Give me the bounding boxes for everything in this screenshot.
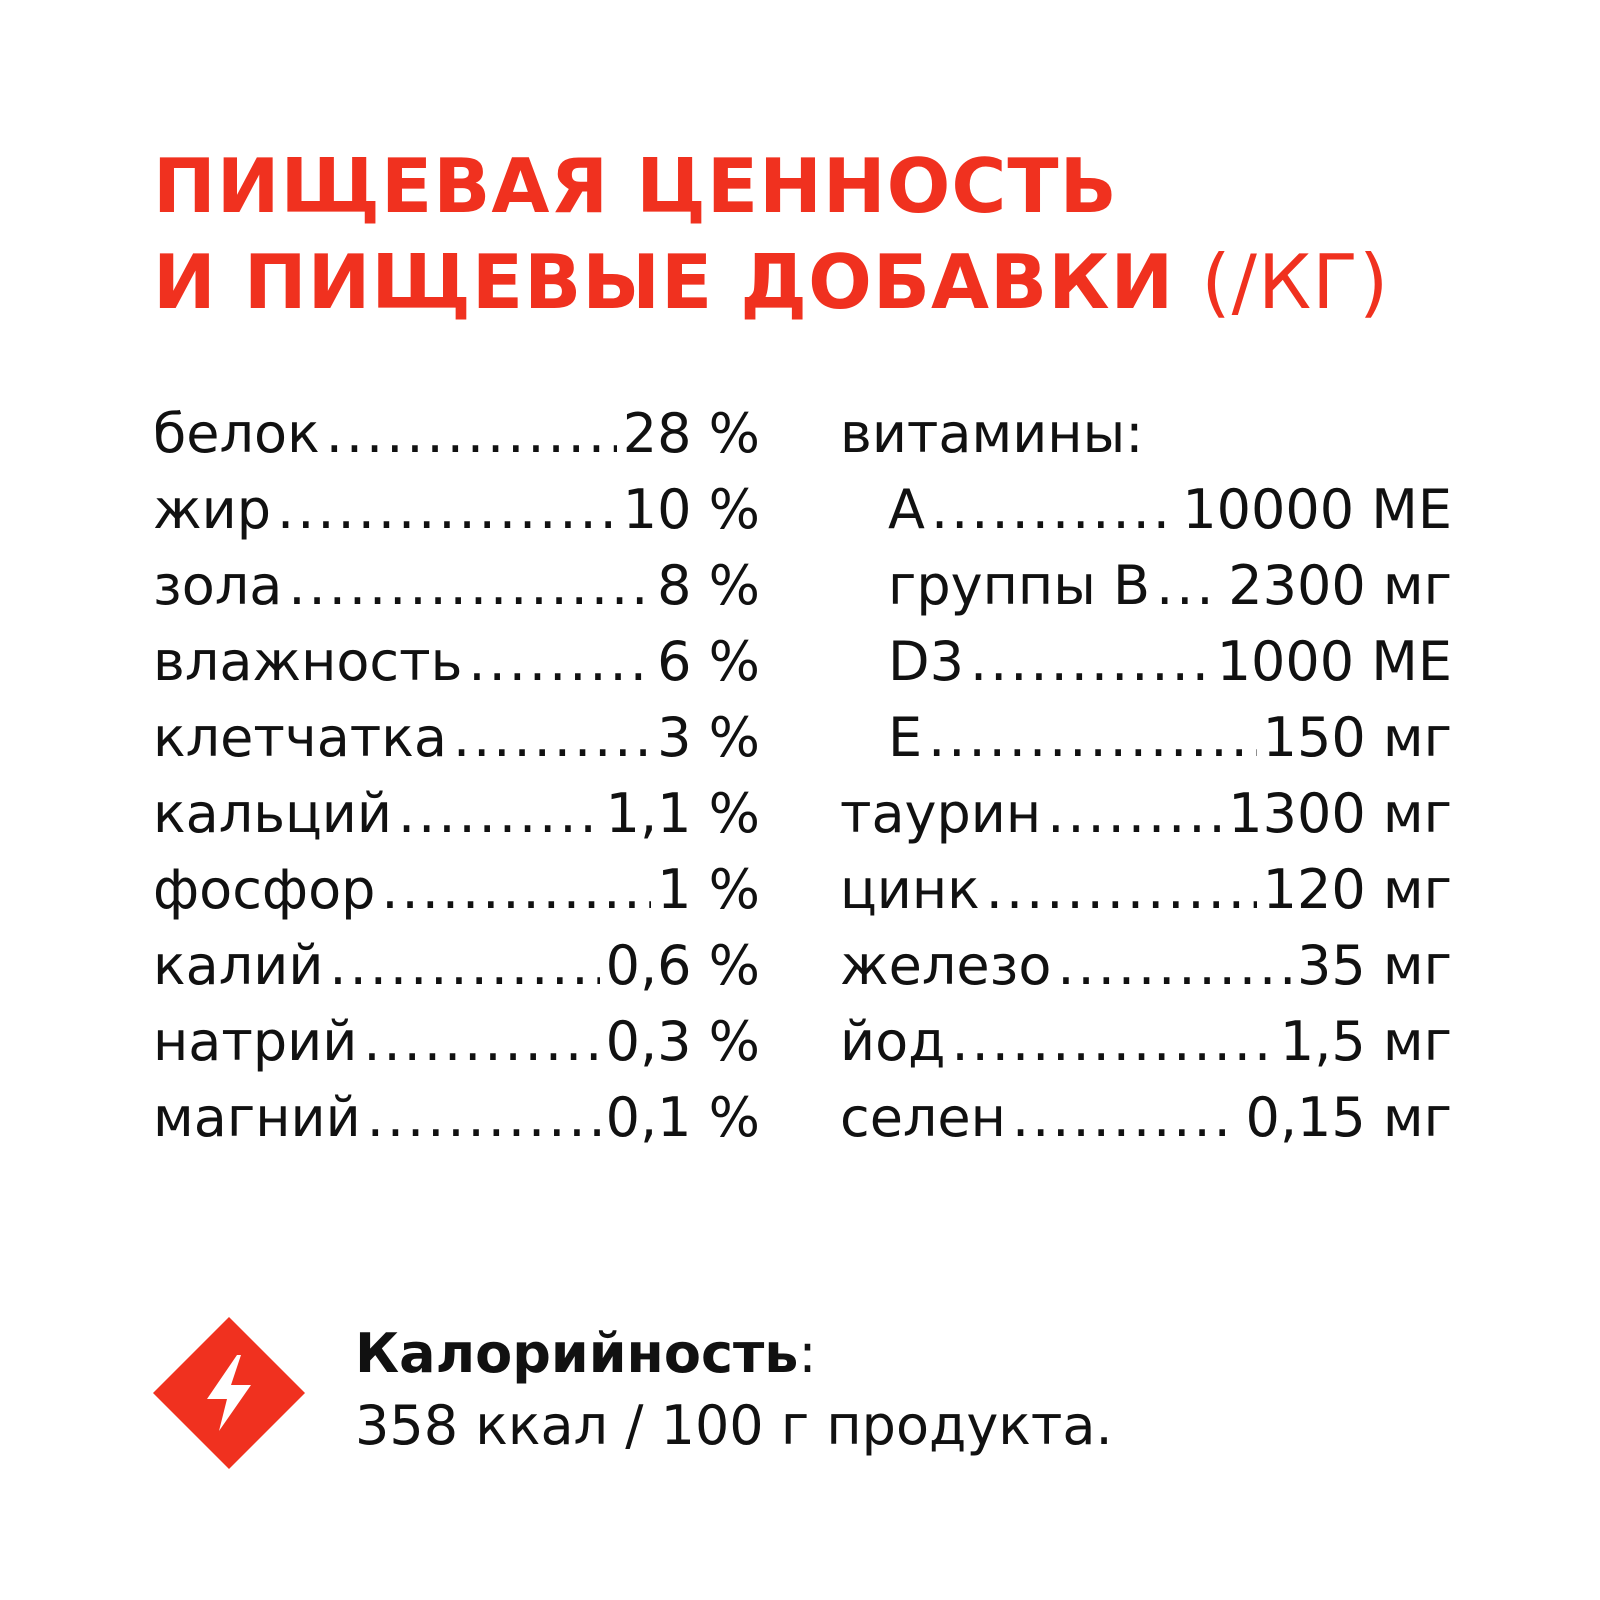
additive-value: 1300 мг (1228, 782, 1452, 845)
dot-leader (1057, 928, 1291, 1004)
additive-row (840, 852, 1452, 928)
dot-leader (453, 700, 651, 776)
nutrient-value: 1,1 % (605, 782, 760, 845)
nutrient-value: 28 % (622, 402, 760, 465)
nutrient-label: влажность (153, 630, 463, 693)
additive-label: селен (840, 1086, 1006, 1149)
nutrient-value: 6 % (657, 630, 760, 693)
nutrient-value: 0,6 % (605, 934, 760, 997)
nutrient-value: 3 % (657, 706, 760, 769)
nutrient-label: калий (153, 934, 324, 997)
additive-value: 35 мг (1297, 934, 1452, 997)
additive-value: 1,5 мг (1279, 1010, 1452, 1073)
page-title (153, 138, 1389, 330)
nutrient-row (153, 396, 760, 472)
additive-label: йод (840, 1010, 946, 1073)
nutrient-row (153, 548, 760, 624)
vitamins-heading-row (840, 396, 1452, 472)
calories-label: Калорийность (355, 1322, 799, 1385)
calories-block (355, 1318, 1113, 1462)
dot-leader (329, 928, 599, 1004)
nutrient-label: кальций (153, 782, 392, 845)
additive-row (840, 928, 1452, 1004)
additive-value: 120 мг (1262, 858, 1452, 921)
dot-leader (951, 1004, 1273, 1080)
additive-label: железо (840, 934, 1052, 997)
vitamin-value: 2300 мг (1228, 554, 1452, 617)
dot-leader (970, 624, 1211, 700)
dot-leader (986, 852, 1257, 928)
title-line-2-text: И ПИЩЕВЫЕ ДОБАВКИ (153, 238, 1175, 326)
additive-value: 0,15 мг (1245, 1086, 1452, 1149)
vitamin-value: 150 мг (1262, 706, 1452, 769)
nutrient-value: 0,3 % (605, 1010, 760, 1073)
dot-leader (1156, 548, 1222, 624)
dot-leader (363, 1004, 599, 1080)
additive-label: таурин (840, 782, 1042, 845)
nutrient-row (153, 852, 760, 928)
nutrient-row (153, 928, 760, 1004)
vitamin-value: 10000 МЕ (1182, 478, 1452, 541)
nutrient-value: 8 % (657, 554, 760, 617)
dot-leader (381, 852, 651, 928)
nutrient-label: фосфор (153, 858, 376, 921)
nutrient-label: клетчатка (153, 706, 447, 769)
nutrient-row (153, 472, 760, 548)
additive-row (840, 1004, 1452, 1080)
title-unit: (/КГ) (1201, 238, 1390, 326)
dot-leader (468, 624, 651, 700)
vitamin-label: Е (888, 706, 923, 769)
nutrient-row (153, 624, 760, 700)
dot-leader (326, 396, 617, 472)
dot-leader (398, 776, 600, 852)
dot-leader (277, 472, 617, 548)
calories-heading (355, 1318, 1113, 1390)
vitamin-value: 1000 МЕ (1216, 630, 1452, 693)
title-line-2 (153, 234, 1389, 330)
dot-leader (1012, 1080, 1240, 1156)
nutrient-value: 0,1 % (605, 1086, 760, 1149)
nutrient-value: 10 % (622, 478, 760, 541)
nutrient-label: магний (153, 1086, 361, 1149)
title-line-1: ПИЩЕВАЯ ЦЕННОСТЬ (153, 142, 1118, 230)
nutrient-row (153, 700, 760, 776)
dot-leader (288, 548, 651, 624)
vitamin-row (840, 472, 1452, 548)
additive-row (840, 1080, 1452, 1156)
dot-leader (931, 472, 1176, 548)
lightning-diamond-icon (153, 1317, 305, 1469)
vitamin-label: группы В (888, 554, 1151, 617)
dot-leader (928, 700, 1257, 776)
nutrient-row (153, 776, 760, 852)
vitamin-label: А (888, 478, 925, 541)
nutrient-label: жир (153, 478, 272, 541)
vitamin-row (840, 548, 1452, 624)
dot-leader (367, 1080, 600, 1156)
vitamins-heading: витамины: (840, 402, 1144, 465)
nutrient-row (153, 1004, 760, 1080)
nutrients-column (153, 396, 760, 1156)
calories-colon: : (798, 1322, 817, 1385)
nutrient-label: белок (153, 402, 320, 465)
nutrient-label: зола (153, 554, 283, 617)
calories-value: 358 ккал / 100 г продукта. (355, 1394, 1113, 1457)
additive-row (840, 776, 1452, 852)
additives-column (840, 396, 1452, 1156)
nutrient-value: 1 % (657, 858, 760, 921)
nutrient-label: натрий (153, 1010, 358, 1073)
nutrient-row (153, 1080, 760, 1156)
dot-leader (1047, 776, 1222, 852)
vitamin-row (840, 700, 1452, 776)
additive-label: цинк (840, 858, 980, 921)
vitamin-label: D3 (888, 630, 964, 693)
vitamin-row (840, 624, 1452, 700)
